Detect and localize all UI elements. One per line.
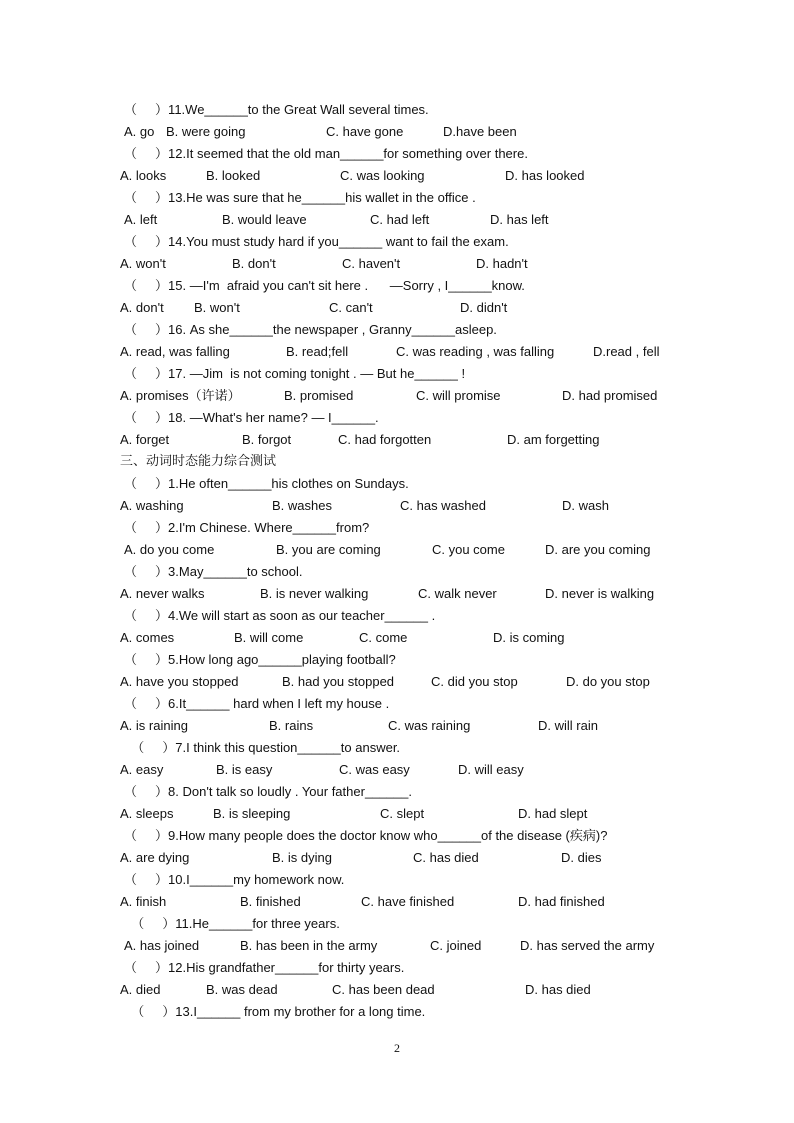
question-stem: （ ）2.I'm Chinese. Where______from? [124,520,370,535]
question-stem: （ ）17. —Jim is not coming tonight . — But he______ ! [124,366,466,381]
answer-options [120,539,680,561]
section-heading: 三、动词时态能力综合测试 [120,454,277,469]
option-b: B. would leave [222,212,307,227]
question-stem: （ ）3.May______to school. [124,564,303,579]
question-stem: （ ）13.I______ from my brother for a long time. [124,1004,426,1019]
option-b: B. has been in the army [240,938,378,953]
option-c: C. was raining [388,718,471,733]
option-a: A. finish [120,894,167,909]
option-d: D. never is walking [545,586,655,601]
answer-options [120,935,680,957]
option-a: A. won't [120,256,166,271]
answer-options [120,385,680,407]
question-stem: （ ）18. —What's her name? — I______. [124,410,379,425]
option-a: A. are dying [120,850,190,865]
option-a: A. died [120,982,161,997]
option-c: C. haven't [342,256,401,271]
question-stem: （ ）4.We will start as soon as our teacher______ . [124,608,436,623]
option-c: C. can't [329,300,373,315]
option-b: B. was dead [206,982,278,997]
option-a: A. comes [120,630,175,645]
option-d: D. are you coming [545,542,651,557]
option-b: B. washes [272,498,332,513]
answer-options [120,979,680,1001]
question-stem: （ ）15. —I'm afraid you can't sit here . —Sorry , I______know. [124,278,525,293]
option-d: D. has looked [505,168,585,183]
exercise-sheet [120,99,680,1023]
option-b: B. looked [206,168,261,183]
question-stem: （ ）6.It______ hard when I left my house . [124,696,390,711]
option-c: C. have gone [326,124,404,139]
option-c: C. was reading , was falling [396,344,555,359]
question-stem: （ ）12.His grandfather______for thirty years. [124,960,405,975]
option-a: A. don't [120,300,164,315]
option-c: C. did you stop [431,674,518,689]
option-c: C. has been dead [332,982,435,997]
option-b: B. you are coming [276,542,381,557]
option-d: D. didn't [460,300,508,315]
option-d: D.have been [443,124,517,139]
answer-options [120,297,680,319]
option-b: B. were going [166,124,246,139]
option-a: A. promises（许诺） [120,388,241,403]
option-c: C. slept [380,806,425,821]
option-d: D. has died [525,982,591,997]
option-c: C. has washed [400,498,486,513]
option-a: A. sleeps [120,806,174,821]
option-b: B. won't [194,300,240,315]
option-c: C. come [359,630,408,645]
option-a: A. looks [120,168,167,183]
option-a: A. is raining [120,718,188,733]
option-a: A. never walks [120,586,205,601]
option-b: B. is never walking [260,586,369,601]
question-stem: （ ）13.He was sure that he______his wallet in the office . [124,190,476,205]
option-b: B. finished [240,894,301,909]
option-a: A. left [124,212,158,227]
option-b: B. is sleeping [213,806,291,821]
option-c: C. was easy [339,762,410,777]
option-b: B. rains [269,718,314,733]
option-a: A. read, was falling [120,344,230,359]
question-stem: （ ）1.He often______his clothes on Sundays. [124,476,409,491]
option-a: A. easy [120,762,164,777]
question-stem: （ ）10.I______my homework now. [124,872,345,887]
option-b: B. will come [234,630,304,645]
question-stem: （ ）11.We______to the Great Wall several times. [124,102,429,117]
question-stem: （ ）16. As she______the newspaper , Granny______asleep. [124,322,497,337]
option-d: D. has served the army [520,938,655,953]
option-d: D. is coming [493,630,565,645]
option-d: D. had finished [518,894,605,909]
option-d: D.read , fell [593,344,660,359]
answer-options [120,671,680,693]
option-a: A. have you stopped [120,674,239,689]
answer-options [120,627,680,649]
answer-options [120,715,680,737]
option-c: C. will promise [416,388,501,403]
page-number: 2 [394,1041,400,1055]
option-b: B. had you stopped [282,674,395,689]
option-d: D. will rain [538,718,598,733]
option-a: A. washing [120,498,184,513]
option-b: B. is easy [216,762,273,777]
option-a: A. go [124,124,155,139]
option-d: D. dies [561,850,602,865]
option-d: D. had slept [518,806,588,821]
answer-options [120,847,680,869]
question-stem: （ ）7.I think this question______to answer. [124,740,401,755]
option-a: A. do you come [124,542,215,557]
option-c: C. joined [430,938,482,953]
option-d: D. will easy [458,762,524,777]
option-d: D. had promised [562,388,658,403]
option-c: C. you come [432,542,505,557]
answer-options [120,759,680,781]
question-stem: （ ）8. Don't talk so loudly . Your father______. [124,784,412,799]
option-b: B. promised [284,388,354,403]
answer-options [120,495,680,517]
question-stem: （ ）9.How many people does the doctor know who______of the disease (疾病)? [124,828,608,843]
question-stem: （ ）11.He______for three years. [124,916,340,931]
option-d: D. hadn't [476,256,528,271]
answer-options [120,583,680,605]
question-stem: （ ）12.It seemed that the old man______for something over there. [124,146,528,161]
option-c: C. have finished [361,894,455,909]
answer-options [120,803,680,825]
answer-options [120,121,680,143]
option-b: B. forgot [242,432,292,447]
answer-options [120,891,680,913]
answer-options [120,341,680,363]
question-stem: （ ）14.You must study hard if you______ want to fail the exam. [124,234,509,249]
option-d: D. has left [490,212,549,227]
option-c: C. was looking [340,168,425,183]
answer-options [120,165,680,187]
option-d: D. am forgetting [507,432,600,447]
answer-options [120,209,680,231]
option-c: C. had left [370,212,430,227]
option-a: A. forget [120,432,170,447]
option-b: B. don't [232,256,276,271]
question-stem: （ ）5.How long ago______playing football? [124,652,396,667]
option-b: B. read;fell [286,344,349,359]
option-d: D. do you stop [566,674,650,689]
option-a: A. has joined [124,938,200,953]
option-c: C. has died [413,850,479,865]
answer-options [120,253,680,275]
option-c: C. walk never [418,586,497,601]
option-c: C. had forgotten [338,432,432,447]
answer-options [120,429,680,451]
option-d: D. wash [562,498,609,513]
option-b: B. is dying [272,850,332,865]
